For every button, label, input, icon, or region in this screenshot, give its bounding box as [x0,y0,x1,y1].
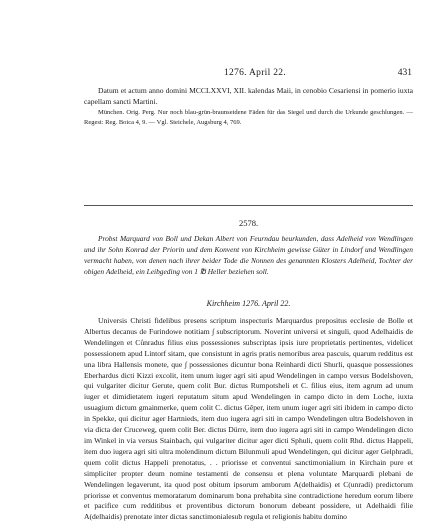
source-note: München. Orig. Perg. Nur noch blau-grün-braunseidene Fäden für das Siegel und durch die Urkunde geschlungen. — Regest: Reg. Boica 4, 9. — Vgl. Steichele, Augsburg 4, 769. [84,109,413,126]
regest-summary: Probst Marquard von Boll und Dekan Albert von Feurndau beurkunden, dass Adelheid von Wendlingen und ihr Sohn Konrad der Priorin und dem Konvent von Kirchheim gewisse Güter in Lindorf und Wendlingen vermacht haben, von denen nach ihrer beider Tode die Nonnen des genannten Klosters Adelheid, Tochter der obigen Adelheid, ein Leibgeding von 1 ℔ Heller beziehen soll. [84,234,413,276]
page-number: 431 [397,68,412,78]
running-header-date: 1276. April 22. [223,68,287,78]
document-body: Universis Christi fidelibus presens scriptum inspecturis Marquardus prepositus ecclesie de Bolle et Albertus decanus de Furindowe notitiam ∫ subscriptorum. Noverint universi et singuli, quod Adelhaidis de Wendelingen et Cůnradus filius eius possessiones subscriptas ipsis iure proprietatis pertinentes, videlicet possessionem apud Lintorf sitam, que consistunt in agris pratis nemoribus area pascuis, quarum redditus est una libra Hallensis monete, que ∫ possessiones dicuntur bona Reinhardi dicti Shurli, quasque possessiones Eberhardus dicti Kizzi excolit, item unum iuger agri siti apud Wendelingen in campo versus Bodelshoven, qui vulgariter dicitur Gerute, quem colit Bur. dictus Rumpotsheli et C. filius eius, item agrum ad unum iuger et dimidietatem iugeri reputatum situm apud Wendelingen in campo dicto in dem Loche, iuxta usuagium dictum gmainmerke, quem colit C. dictus Gěper, item unum iuger agri siti ibidem in campo dicto in Spekke, qui dicitur ager Hartnieds, item duo iugera agri siti in campo Wendelingen ultra Bodelshoven in via dicta der Cruceweg, quem colit Ber. dictus Dürre, item duo iugera agri siti in campo Wendelingen dicto im Winkel in via versus Stainbach, qui vulgariter dicitur ager dicti Sphuli, quem colit Rhd. dictus Happeli, item duo iugera agri siti ultra molendinum dictum Bilunmuli apud Wendelingen, qui dicitur ager Gelphradi, quem colit dictus Happeli prenotatus, . . priorisse et conventui sanctimonialium in Kirchain pure et simpliciter propter deum nomine testamenti de consensu et plena voluntate Marquardi plebani de Wendelingen legaverunt, ita quod post obitum ipsorum amborum A(delhaidis) et C(unradi) predictorum priorisse et conventus memoratarum dominarum bona prehabita sine contradictione heredum eorum libere et pacifice cum redditibus et proventibus dictorum bonorum debeant possidere, ut Adelhaidi filie A(delhaidis) prenotate inter dictas sanctimonialesub regula et religionis habitu domino [84,316,413,522]
datum-paragraph: Datum et actum anno domini MCCLXXVI, XII. kalendas Maii, in cenobio Cesariensi in pomerio iuxta capellam sancti Martini. [84,86,413,106]
section-divider [84,205,413,206]
running-header [84,68,426,82]
dateline: Kirchheim 1276. April 22. [206,299,291,308]
document-number: 2578. [238,218,259,228]
